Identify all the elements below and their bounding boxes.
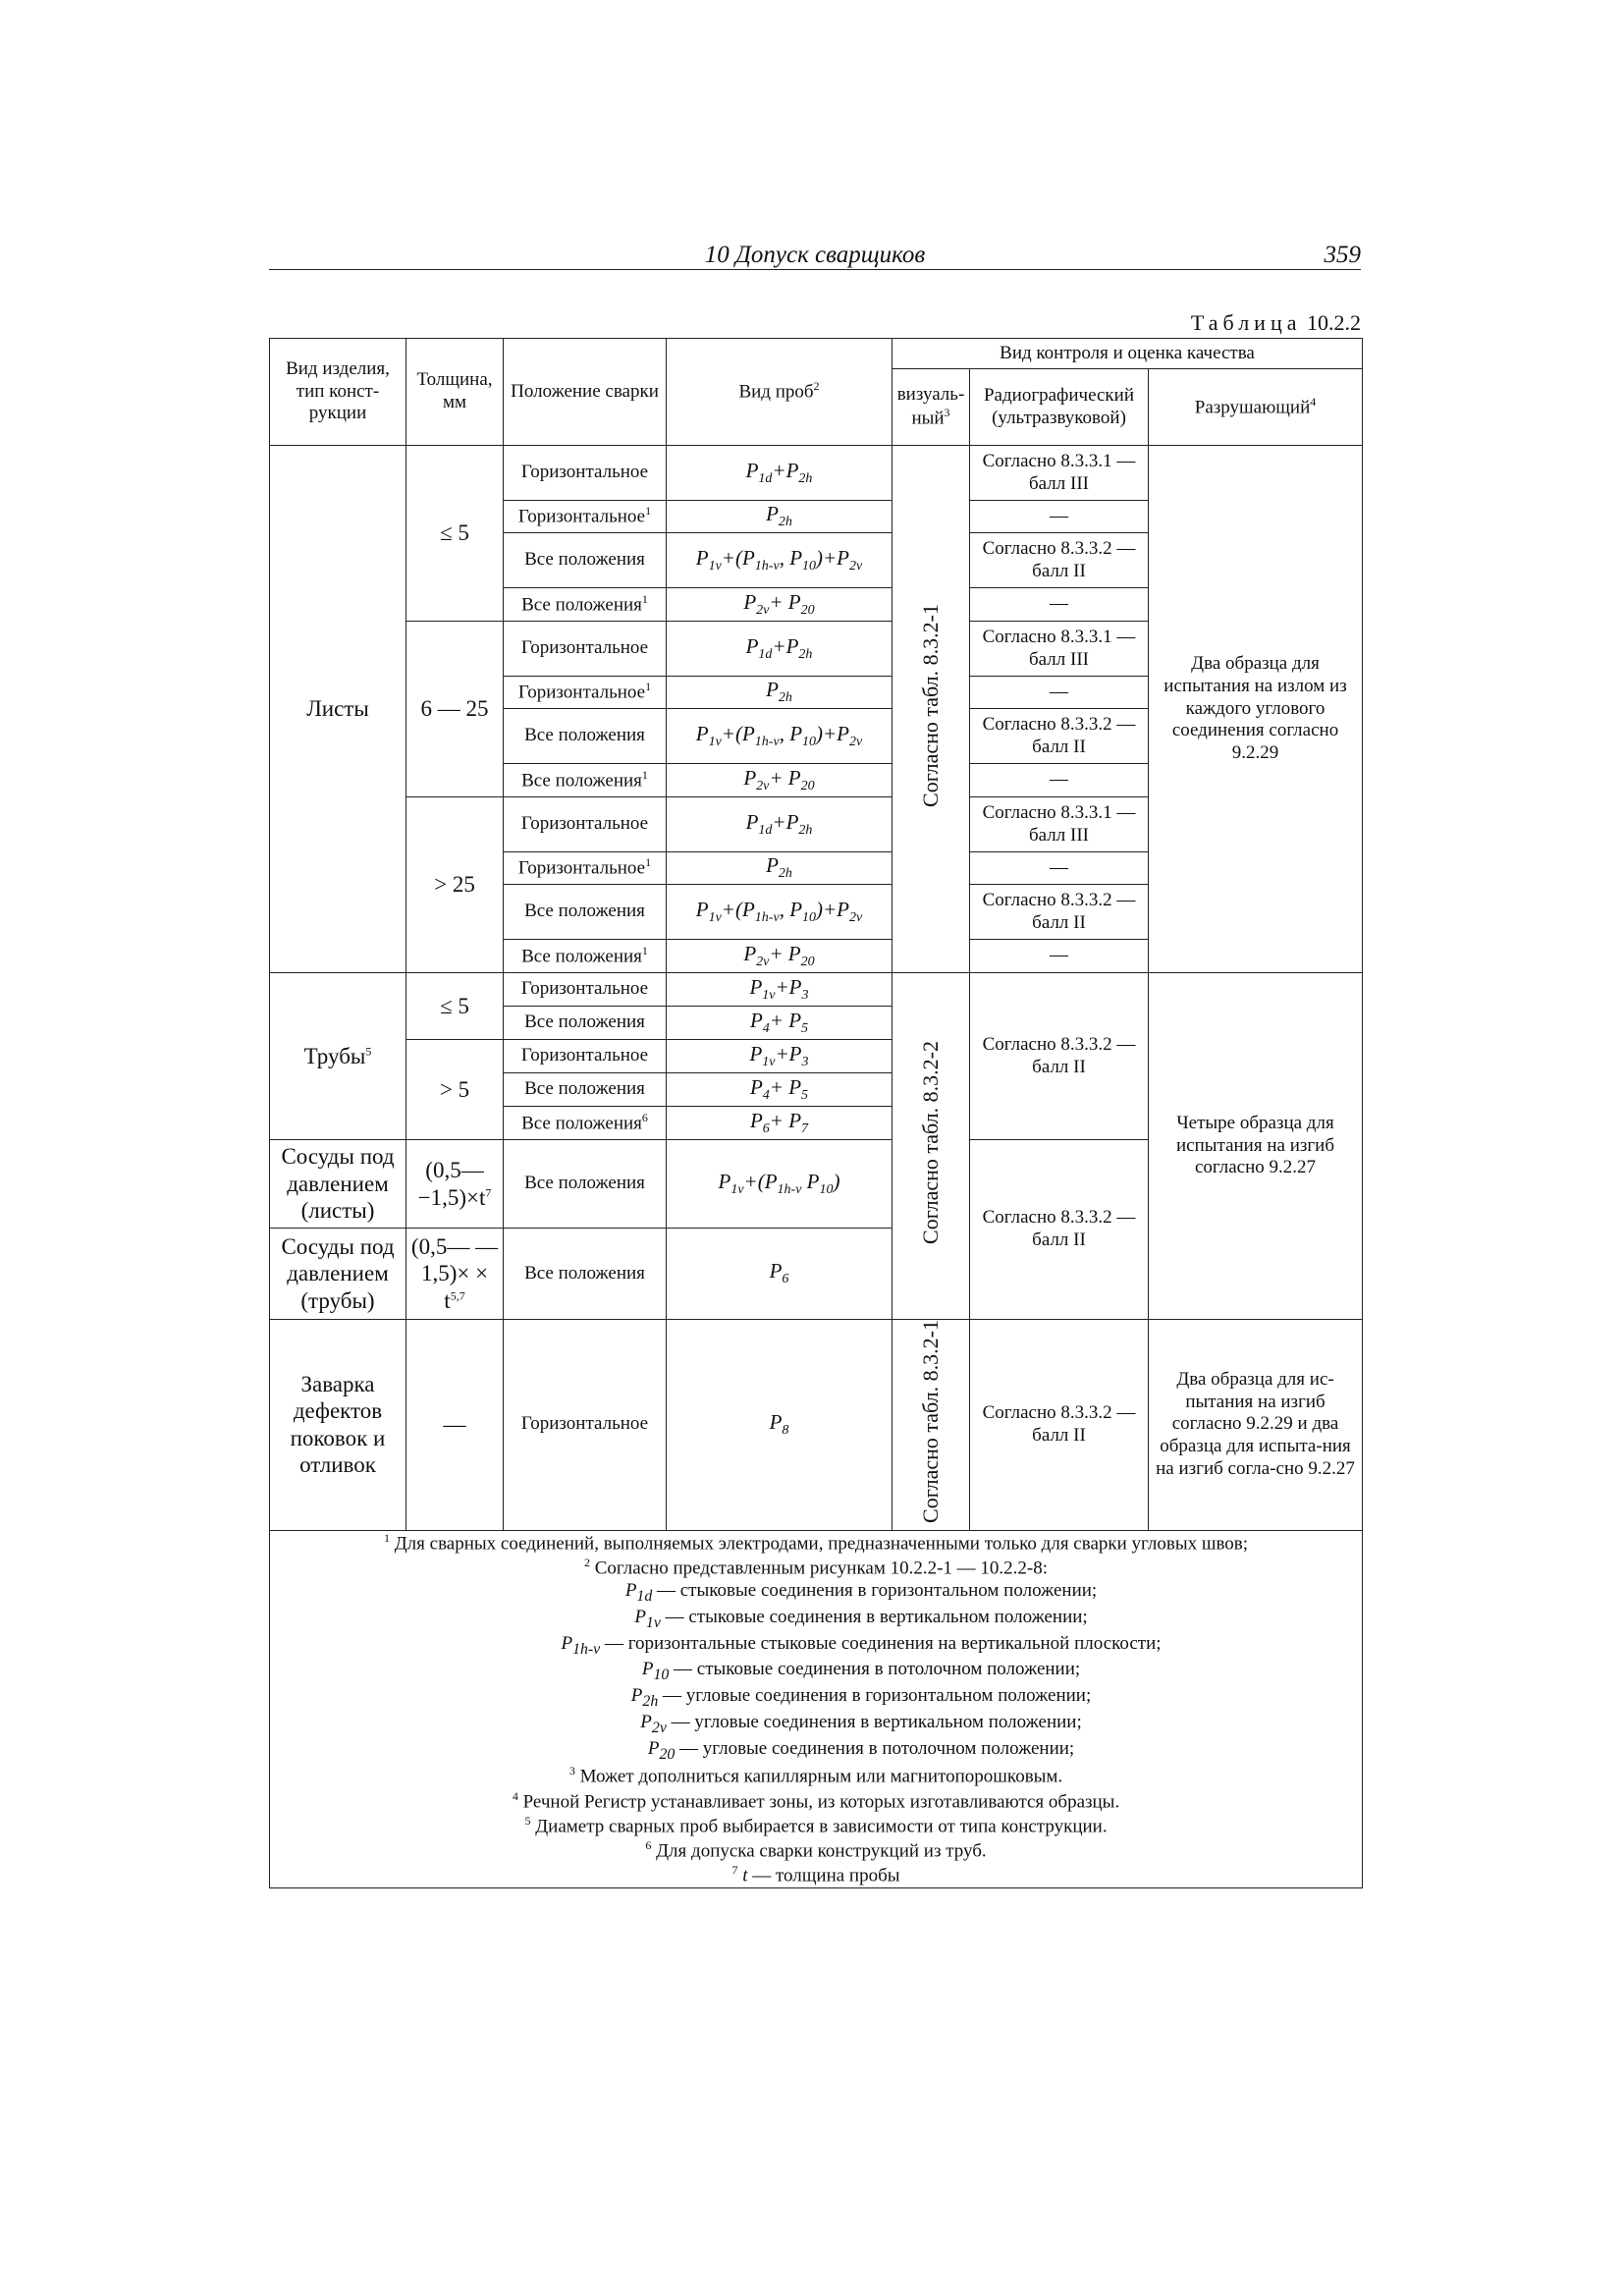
test-formula: $P_{2h}$ [667, 677, 893, 709]
product-vessels-pipes: Сосуды под давлением (трубы) [270, 1229, 406, 1320]
thickness-cell: (0,5— $-1,5)\times t^7$ [406, 1140, 504, 1229]
position-cell: Горизонтальное [504, 446, 667, 501]
note-1: $^1$ Для сварных соединений, выполняемых электродами, предназначенными только для сварки угловых швов; [383, 1530, 1249, 1555]
test-formula: $P_{2v}+ P_{20}$ [667, 764, 893, 797]
product-defects: Заварка дефектов поковок и отливок [270, 1320, 406, 1531]
note-def: $P_{1v}$ — стыковые соединения в вертикальном положении; [634, 1606, 1088, 1631]
test-formula: $P_{2h}$ [667, 852, 893, 885]
note-3: $^3$ Может дополниться капиллярным или магнитопорошковым. [568, 1764, 1063, 1787]
position-cell: Все положения$^1$ [504, 940, 667, 973]
test-formula: $P_{2v}+ P_{20}$ [667, 588, 893, 622]
position-cell: Все положения [504, 709, 667, 764]
running-header [269, 240, 1361, 270]
header-thickness: Толщина, мм [406, 339, 504, 446]
radiographic-cell: — [970, 940, 1149, 973]
visual-control-cell: Согласно табл. 8.3.2-2 [893, 973, 970, 1320]
radiographic-cell: — [970, 852, 1149, 885]
thickness-cell: 6 — 25 [406, 622, 504, 797]
radiographic-cell: — [970, 501, 1149, 533]
note-def: $P_{1d}$ — стыковые соединения в горизонтальном положении; [624, 1580, 1098, 1605]
position-cell: Все положения$^1$ [504, 764, 667, 797]
header-destructive: Разрушающий$^4$ [1149, 369, 1363, 446]
header-control-group: Вид контроля и оценка качества [893, 339, 1363, 369]
product-pipes: Трубы$^5$ [270, 973, 406, 1140]
position-cell: Все положения [504, 1007, 667, 1040]
table-caption [1191, 310, 1361, 336]
test-formula: $P_{1v}+P_3$ [667, 1040, 893, 1073]
thickness-cell: > 25 [406, 797, 504, 973]
notes-row [270, 1530, 1363, 1887]
destructive-cell: Два образца для ис-пытания на изгиб согласно 9.2.29 и два образца для испыта-ния на изгиб согла-сно 9.2.27 [1149, 1320, 1363, 1531]
test-formula: $P_{1v}+P_3$ [667, 973, 893, 1007]
table-caption-number: 10.2.2 [1307, 310, 1361, 335]
radiographic-cell: Согласно 8.3.3.2 — балл II [970, 1140, 1149, 1320]
radiographic-cell: Согласно 8.3.3.2 — балл II [970, 709, 1149, 764]
radiographic-cell: — [970, 588, 1149, 622]
table-row [270, 446, 1363, 501]
test-formula: $P_{1v}+(P_{1h-v}$, $P_{10})+P_{2v}$ [667, 533, 893, 588]
header-visual: визуаль-ный$^3$ [893, 369, 970, 446]
note-6: $^6$ Для допуска сварки конструкций из труб. [645, 1837, 987, 1862]
test-formula: $P_{1v}+(P_{1h-v}$ $P_{10}$) [667, 1140, 893, 1229]
position-cell: Все положения [504, 1073, 667, 1107]
note-5: $^5$ Диаметр сварных проб выбирается в зависимости от типа конструкции. [524, 1813, 1108, 1837]
position-cell: Все положения$^1$ [504, 588, 667, 622]
thickness-cell: ≤ 5 [406, 973, 504, 1040]
test-formula: $P_{2h}$ [667, 501, 893, 533]
test-formula: $P_6$ [667, 1229, 893, 1320]
table-header-row [270, 339, 1363, 369]
radiographic-cell: Согласно 8.3.3.1 — балл III [970, 446, 1149, 501]
product-vessels-sheets: Сосуды под давлением (листы) [270, 1140, 406, 1229]
header-product: Вид изделия, тип конст-рукции [270, 339, 406, 446]
qualification-table [269, 338, 1363, 1888]
radiographic-cell: Согласно 8.3.3.2 — балл II [970, 1320, 1149, 1531]
note-4: $^4$ Речной Регистр устанавливает зоны, из которых изготавливаются образцы. [512, 1788, 1120, 1812]
product-sheets: Листы [270, 446, 406, 973]
note-def: $P_{1h-v}$ — горизонтальные стыковые соединения на вертикальной плоскости; [561, 1632, 1162, 1658]
position-cell: Горизонтальное [504, 622, 667, 677]
position-cell: Все положения [504, 885, 667, 940]
note-def: $P_{20}$ — угловые соединения в потолочном положении; [647, 1737, 1075, 1763]
note-def: $P_{10}$ — стыковые соединения в потолочном положении; [641, 1659, 1081, 1684]
thickness-cell: — [406, 1320, 504, 1531]
thickness-cell: > 5 [406, 1040, 504, 1140]
position-cell: Все положения [504, 533, 667, 588]
visual-control-cell: Согласно табл. 8.3.2-1 [893, 446, 970, 973]
thickness-cell: ≤ 5 [406, 446, 504, 622]
position-cell: Все положения [504, 1229, 667, 1320]
radiographic-cell: Согласно 8.3.3.1 — балл III [970, 622, 1149, 677]
radiographic-cell: Согласно 8.3.3.2 — балл II [970, 973, 1149, 1140]
test-formula: $P_{1d}+P_{2h}$ [667, 446, 893, 501]
header-position: Положение сварки [504, 339, 667, 446]
test-formula: $P_{1d}+P_{2h}$ [667, 622, 893, 677]
test-formula: $P_4+ P_5$ [667, 1007, 893, 1040]
header-radiographic: Радиографический (ультразвуковой) [970, 369, 1149, 446]
test-formula: $P_{2v}+ P_{20}$ [667, 940, 893, 973]
thickness-cell: (0,5— —1,5)× × $t^{5,7}$ [406, 1229, 504, 1320]
position-cell: Горизонтальное [504, 973, 667, 1007]
table-notes [270, 1530, 1363, 1887]
position-cell: Горизонтальное [504, 1320, 667, 1531]
visual-control-cell: Согласно табл. 8.3.2-1 [893, 1320, 970, 1531]
note-def: $P_{2v}$ — угловые соединения в вертикальном положении; [640, 1711, 1082, 1736]
test-formula: $P_{1v}+(P_{1h-v}$, $P_{10})+P_{2v}$ [667, 885, 893, 940]
note-def: $P_{2h}$ — угловые соединения в горизонтальном положении; [630, 1685, 1092, 1710]
test-formula: $P_{1d}+P_{2h}$ [667, 797, 893, 852]
test-formula: $P_4+ P_5$ [667, 1073, 893, 1107]
test-formula: $P_{1v}+(P_{1h-v}$, $P_{10})+P_{2v}$ [667, 709, 893, 764]
radiographic-cell: — [970, 677, 1149, 709]
destructive-cell: Четыре образца для испытания на изгиб согласно 9.2.27 [1149, 973, 1363, 1320]
radiographic-cell: Согласно 8.3.3.2 — балл II [970, 533, 1149, 588]
position-cell: Горизонтальное$^1$ [504, 852, 667, 885]
table-row [270, 1320, 1363, 1531]
position-cell: Все положения$^6$ [504, 1107, 667, 1140]
header-test-type: Вид проб$^2$ [667, 339, 893, 446]
radiographic-cell: Согласно 8.3.3.1 — балл III [970, 797, 1149, 852]
chapter-title: 10 Допуск сварщиков [704, 242, 926, 268]
position-cell: Горизонтальное$^1$ [504, 501, 667, 533]
position-cell: Горизонтальное$^1$ [504, 677, 667, 709]
test-formula: $P_6+ P_7$ [667, 1107, 893, 1140]
table-caption-word: Таблица [1190, 310, 1302, 335]
radiographic-cell: Согласно 8.3.3.2 — балл II [970, 885, 1149, 940]
table-row [270, 973, 1363, 1007]
test-formula: $P_8$ [667, 1320, 893, 1531]
position-cell: Все положения [504, 1140, 667, 1229]
page-number: 359 [1324, 242, 1361, 268]
radiographic-cell: — [970, 764, 1149, 797]
position-cell: Горизонтальное [504, 1040, 667, 1073]
position-cell: Горизонтальное [504, 797, 667, 852]
note-7: $^7$ t — толщина пробы [731, 1862, 900, 1886]
destructive-cell: Два образца для испытания на излом из каждого углового соединения согласно 9.2.29 [1149, 446, 1363, 973]
note-2: $^2$ Согласно представленным рисункам 10.2.2-1 — 10.2.2-8: [583, 1555, 1049, 1579]
